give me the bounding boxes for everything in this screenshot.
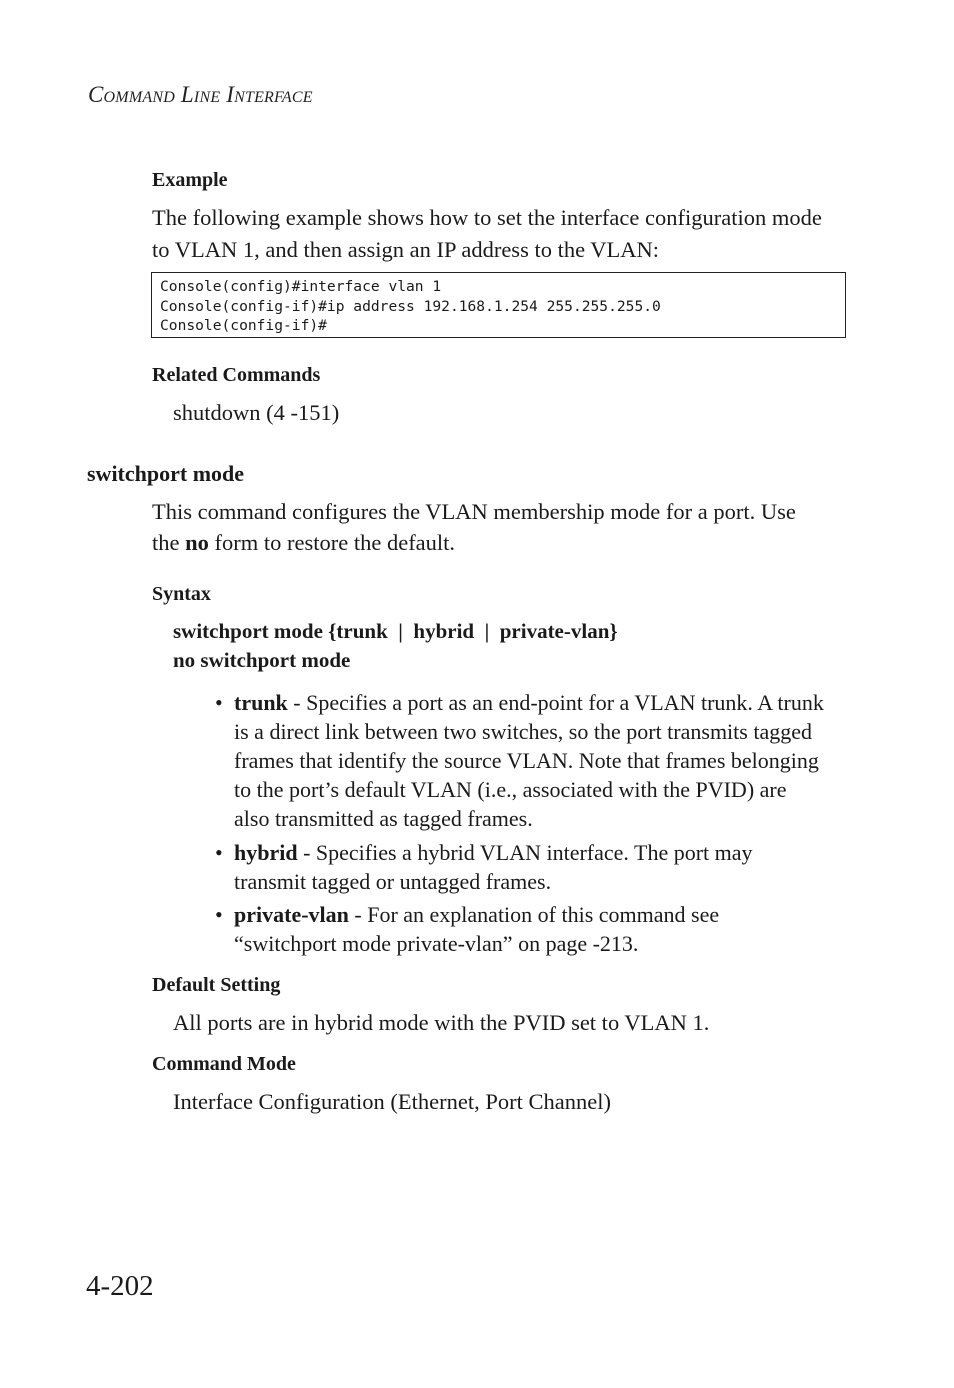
default-setting-text: All ports are in hybrid mode with the PVID set to VLAN 1.: [173, 1010, 710, 1035]
example-intro-line-1: The following example shows how to set the interface configuration mode: [152, 205, 822, 230]
code-line: Console(config-if)#ip address 192.168.1.254 255.255.255.0: [160, 297, 661, 315]
syntax-heading: Syntax: [152, 583, 211, 605]
bullet-private-vlan: • private-vlan - For an explanation of this command see “switchport mode private-vlan” on page -213.: [215, 902, 720, 956]
section-description-line-2: the no form to restore the default.: [152, 530, 456, 555]
code-line: Console(config-if)#: [160, 317, 327, 334]
default-setting-heading: Default Setting: [152, 974, 281, 996]
syntax-line-2: no switchport mode: [173, 648, 351, 672]
running-head: COMMAND LINE INTERFACE: [88, 82, 313, 107]
related-commands-heading: Related Commands: [152, 364, 321, 386]
page-number: 4-202: [86, 1270, 154, 1302]
bullet-dot: •: [215, 840, 223, 865]
syntax-line-1: switchport mode {trunk | hybrid | private-vlan}: [173, 619, 618, 643]
command-mode-text: Interface Configuration (Ethernet, Port Channel): [173, 1089, 611, 1114]
command-mode-heading: Command Mode: [152, 1053, 296, 1075]
related-command-link: shutdown (4 -151): [173, 400, 340, 425]
code-line: Console(config)#interface vlan 1: [160, 278, 442, 295]
bullet-dot: •: [215, 902, 223, 927]
example-intro-line-2: to VLAN 1, and then assign an IP address to the VLAN:: [152, 237, 660, 262]
section-title: switchport mode: [87, 461, 245, 486]
bullet-trunk: • trunk - Specifies a port as an end-point for a VLAN trunk. A trunk is a direct link between two switches, so the port transmits tagged frames that identify the source VLAN. Note that frames belonging to the port’s default VLAN (i.e., associated with the PVID) are also transmitted as tagged frames.: [215, 690, 824, 831]
bullet-hybrid: • hybrid - Specifies a hybrid VLAN interface. The port may transmit tagged or untagged frames.: [215, 840, 753, 894]
section-description-line-1: This command configures the VLAN membership mode for a port. Use: [152, 499, 796, 524]
code-example: [151, 272, 846, 338]
example-heading: Example: [152, 169, 228, 191]
bullet-dot: •: [215, 690, 223, 715]
